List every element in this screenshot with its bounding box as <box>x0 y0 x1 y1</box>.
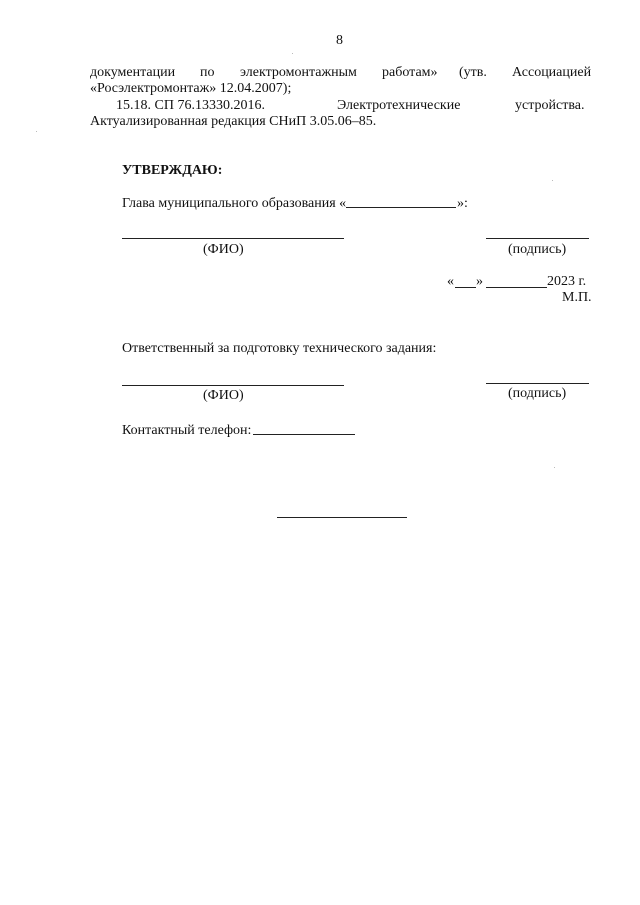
approve-heading: УТВЕРЖДАЮ: <box>122 163 223 178</box>
date-year: 2023 г. <box>547 274 587 289</box>
head-of-municipality-label-end: »: <box>457 196 468 211</box>
scan-speck <box>36 131 37 132</box>
closing-separator-line <box>277 517 407 518</box>
municipality-name-blank <box>346 207 456 208</box>
continuation-word-2: по <box>200 65 215 80</box>
continuation-word-5: (утв. <box>459 65 487 80</box>
responsible-fio-line <box>122 385 344 386</box>
approve-signature-label: (подпись) <box>508 242 567 257</box>
item-15-18-part-1: 15.18. СП 76.13330.2016. <box>116 98 265 113</box>
date-open-quote: « <box>447 274 454 289</box>
scan-speck <box>292 53 293 54</box>
approve-fio-line <box>122 238 344 239</box>
continuation-word-6: Ассоциацией <box>512 65 592 80</box>
approve-signature-line <box>486 238 589 239</box>
date-day-blank <box>455 287 476 288</box>
responsible-fio-label: (ФИО) <box>203 388 244 403</box>
responsible-signature-line <box>486 383 589 384</box>
scan-speck <box>552 180 553 181</box>
continuation-line-2: «Росэлектромонтаж» 12.04.2007); <box>90 81 292 96</box>
continuation-word-1: документации <box>90 65 176 80</box>
item-15-18-part-3: устройства. <box>515 98 585 113</box>
scan-speck <box>554 467 555 468</box>
contact-phone-blank <box>253 434 355 435</box>
item-15-18-part-2: Электротехнические <box>337 98 461 113</box>
head-of-municipality-label: Глава муниципального образования « <box>122 196 347 211</box>
contact-phone-label: Контактный телефон: <box>122 423 252 438</box>
approve-fio-label: (ФИО) <box>203 242 244 257</box>
responsible-label: Ответственный за подготовку технического задания: <box>122 341 437 356</box>
date-month-blank <box>486 287 547 288</box>
date-close-quote: » <box>476 274 483 289</box>
continuation-word-3: электромонтажным <box>240 65 357 80</box>
continuation-word-4: работам» <box>382 65 438 80</box>
responsible-signature-label: (подпись) <box>508 386 567 401</box>
page-number: 8 <box>336 33 343 48</box>
item-15-18-line-2: Актуализированная редакция СНиП 3.05.06–85. <box>90 114 377 129</box>
stamp-place-label: М.П. <box>562 290 592 305</box>
